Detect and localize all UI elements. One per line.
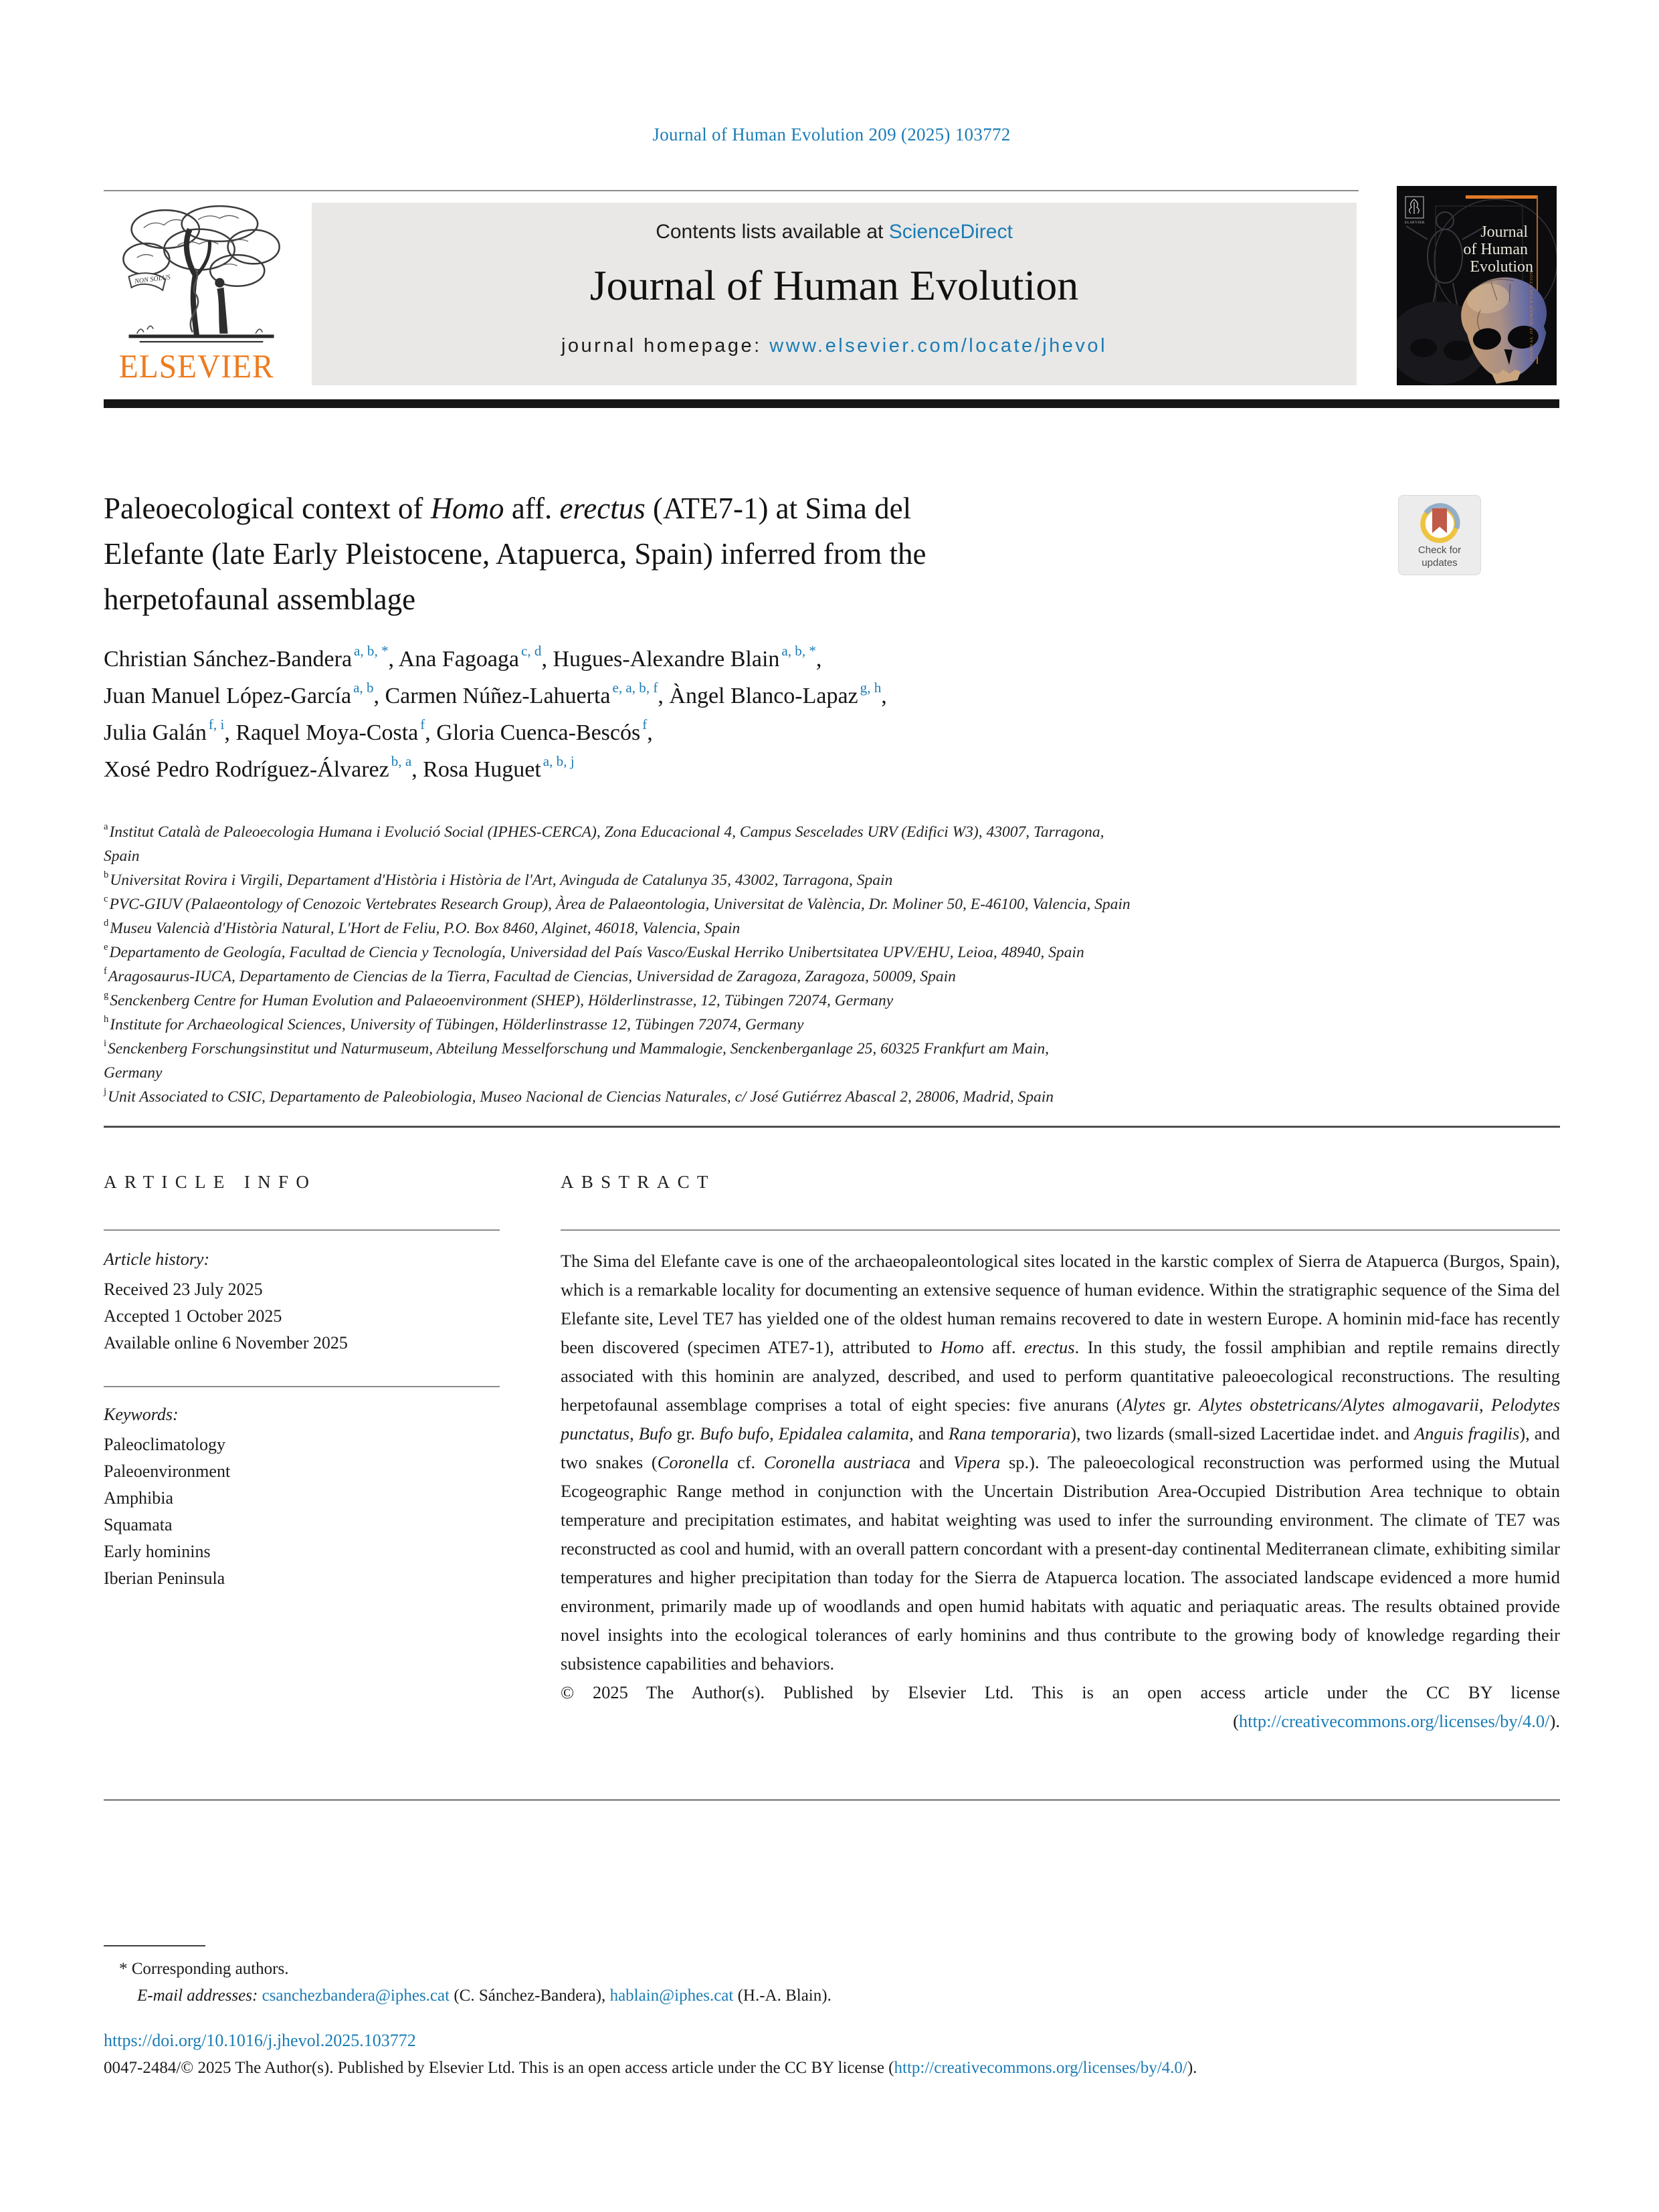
abstract-license-link[interactable]: (http://creativecommons.org/licenses/by/4.0/). bbox=[1233, 1711, 1560, 1731]
affiliation: $^c$PVC-GIUV (Palaeontology of Cenozoic Vertebrates Research Group), Àrea de Palaeontologia, Universitat de València, Dr. Moliner 50, E-46100, Valencia, Spain bbox=[104, 893, 1131, 913]
keyword: Paleoenvironment bbox=[104, 1462, 231, 1481]
keyword: Paleoclimatology bbox=[104, 1435, 225, 1454]
cover-elsevier-text: ELSEVIER bbox=[1405, 221, 1425, 225]
keyword: Iberian Peninsula bbox=[104, 1569, 225, 1588]
history-accepted: Accepted 1 October 2025 bbox=[104, 1306, 282, 1326]
keyword-list bbox=[104, 1431, 230, 1592]
affiliation: $^j$Unit Associated to CSIC, Departamento de Paleobiologia, Museo Nacional de Ciencias Naturales, c/ José Gutiérrez Abascal 2, 28006, Madrid, Spain bbox=[104, 1086, 1054, 1106]
homepage-line bbox=[312, 335, 1357, 357]
abstract-rule bbox=[561, 1229, 1560, 1231]
top-rule bbox=[104, 190, 1359, 191]
article-info-heading: ARTICLE INFO bbox=[104, 1172, 317, 1192]
email-addresses-line[interactable]: E-mail addresses: csanchezbandera@iphes.cat (C. Sánchez-Bandera), hablain@iphes.cat (H.-A. Blain). bbox=[137, 1987, 832, 2005]
cover-title-line1: Journal bbox=[1480, 223, 1528, 241]
elsevier-wordmark: ELSEVIER bbox=[118, 347, 274, 385]
footnote-rule bbox=[104, 1945, 205, 1946]
homepage-prefix: journal homepage: bbox=[561, 335, 770, 357]
abstract-heading: ABSTRACT bbox=[561, 1172, 716, 1192]
affiliation-continuation: Germany bbox=[104, 1064, 163, 1082]
cover-title-line2: of Human bbox=[1463, 241, 1528, 258]
info-rule bbox=[104, 1229, 500, 1231]
author-list bbox=[104, 641, 1415, 788]
article-history-label: Article history: bbox=[104, 1249, 210, 1269]
cover-title-line3: Evolution bbox=[1470, 258, 1533, 276]
affiliation: $^h$Institute for Archaeological Sciences, University of Tübingen, Hölderlinstrasse 12, Tübingen 72074, Germany bbox=[104, 1013, 804, 1033]
journal-citation: Journal of Human Evolution 209 (2025) 103772 bbox=[652, 124, 1011, 144]
section-rule bbox=[104, 1126, 1560, 1128]
contents-prefix: Contents lists available at bbox=[656, 221, 889, 243]
journal-title: Journal of Human Evolution bbox=[589, 262, 1079, 309]
affiliation-continuation: Spain bbox=[104, 847, 140, 865]
keywords-label: Keywords: bbox=[104, 1405, 179, 1424]
article-history bbox=[104, 1276, 348, 1356]
affiliation: $^g$Senckenberg Centre for Human Evolution and Palaeoenvironment (SHEP), Hölderlinstrasse, 12, Tübingen 72074, Germany bbox=[104, 989, 894, 1009]
abstract-copyright: © 2025 The Author(s). Published by Elsevier Ltd. This is an open access article under the CC BY license bbox=[561, 1682, 1560, 1702]
doi-link[interactable]: https://doi.org/10.1016/j.jhevol.2025.103772 bbox=[104, 2031, 416, 2050]
author-line: Juan Manuel López-García $^{a, b}$, Carmen Núñez-Lahuerta $^{e, a, b, f}$, Àngel Blanco-Lapaz $^{g, h}$, bbox=[104, 679, 887, 708]
info-rule bbox=[104, 1386, 500, 1387]
abstract-body bbox=[561, 1247, 1560, 1736]
affiliation: $^f$Aragosaurus-IUCA, Departamento de Ciencias de la Tierra, Facultad de Ciencias, Universidad de Zaragoza, Zaragoza, 50009, Spain bbox=[104, 965, 956, 985]
check-updates-icon bbox=[1399, 498, 1480, 546]
sciencedirect-link[interactable]: ScienceDirect bbox=[888, 221, 1013, 243]
affiliation: $^b$Universitat Rovira i Virgili, Departament d'Història i Història de l'Art, Avinguda de Catalunya 35, 43002, Tarragona, Spain bbox=[104, 869, 893, 889]
affiliation: $^a$Institut Català de Paleoecologia Humana i Evolució Social (IPHES-CERCA), Zona Educacional 4, Campus Sescelades URV (Edifici W3), 43007, Tarragona, bbox=[104, 821, 1104, 841]
homepage-link[interactable]: www.elsevier.com/locate/jhevol bbox=[769, 335, 1108, 357]
author-line: Xosé Pedro Rodríguez-Álvarez $^{b, a}$, Rosa Huguet $^{a, b, j}$ bbox=[104, 752, 575, 782]
keyword: Early hominins bbox=[104, 1542, 211, 1561]
affiliation-list bbox=[104, 820, 1562, 1109]
keyword: Amphibia bbox=[104, 1488, 173, 1508]
affiliation: $^i$Senckenberg Forschungsinstitut und Naturmuseum, Abteilung Messelforschung und Mammalogie, Senckenberganlage 25, 60325 Frankfurt am Main, bbox=[104, 1037, 1050, 1058]
check-updates-badge[interactable] bbox=[1398, 495, 1481, 575]
affiliation: $^e$Departamento de Geología, Facultad de Ciencia y Tecnología, Universidad del País Vasco/Euskal Herriko Unibertsitatea UPV/EHU, Leioa, 48940, Spain bbox=[104, 941, 1084, 961]
elsevier-logo bbox=[104, 201, 304, 387]
journal-cover-image bbox=[1397, 186, 1557, 385]
contents-line bbox=[312, 221, 1357, 243]
author-line: Christian Sánchez-Bandera $^{a, b, *}$, Ana Fagoaga $^{c, d}$, Hugues-Alexandre Blain $^{a, b, *}$, bbox=[104, 642, 822, 672]
cover-side-text: JOURNAL OF HUMAN EVOLUTION bbox=[1529, 270, 1534, 361]
header-divider-bar bbox=[104, 399, 1559, 408]
history-received: Received 23 July 2025 bbox=[104, 1280, 263, 1299]
elsevier-tree-icon bbox=[104, 201, 299, 344]
issn-license-line: 0047-2484/© 2025 The Author(s). Published by Elsevier Ltd. This is an open access article under the CC BY license (http://creativecommons.org/licenses/by/4.0/). bbox=[104, 2059, 1197, 2077]
article-title: Paleoecological context of Homo aff. erectus (ATE7-1) at Sima del Elefante (late Early Pleistocene, Atapuerca, Spain) inferred from the herpetofaunal assemblage bbox=[104, 492, 926, 616]
non-solus-text: NON SOLUS bbox=[134, 274, 171, 286]
affiliation: $^d$Museu Valencià d'Història Natural, L'Hort de Feliu, P.O. Box 8460, Alginet, 46018, Valencia, Spain bbox=[104, 917, 741, 937]
corresponding-authors-note: * Corresponding authors. bbox=[119, 1960, 289, 1978]
keyword: Squamata bbox=[104, 1515, 173, 1534]
check-updates-label: Check for updates bbox=[1418, 544, 1462, 569]
author-line: Julia Galán $^{f, i}$, Raquel Moya-Costa $^f$, Gloria Cuenca-Bescós $^f$, bbox=[104, 716, 653, 745]
journal-banner bbox=[312, 203, 1357, 385]
abstract-paragraph: The Sima del Elefante cave is one of the archaeopaleontological sites located in the karstic complex of Sierra de Atapuerca (Burgos, Spain), which is a remarkable locality for documenting an extensive sequence of human evidence. Within the stratigraphic sequence of the Sima del Elefante site, Level TE7 has yielded one of the oldest human remains recovered to date in western Europe. A hominin mid-face has recently been discovered (specimen ATE7-1), attributed to Homo aff. erectus. In this study, the fossil amphibian and reptile remains directly associated with this hominin are analyzed, described, and used to perform quantitative paleoecological reconstructions. The resulting herpetofaunal assemblage comprises a total of eight species: five anurans (Alytes gr. Alytes obstetricans/Alytes almogavarii, Pelodytes punctatus, Bufo gr. Bufo bufo, Epidalea calamita, and Rana temporaria), two lizards (small-sized Lacertidae indet. and Anguis fragilis), and two snakes (Coronella cf. Coronella austriaca and Vipera sp.). The paleoecological reconstruction was performed using the Mutual Ecogeographic Range method in conjunction with the Uncertain Distribution Area-Occupied Distribution Area technique to obtain temperature and precipitation estimates, and habitat weighting was used to infer the surrounding environment. The climate of TE7 was reconstructed as cool and humid, with an overall pattern concordant with a present-day continental Mediterranean climate, exhibiting similar temperatures and higher precipitation than today for the Sierra de Atapuerca location. The associated landscape evidenced a more humid environment, primarily made up of woodlands and open humid habitats with aquatic and periaquatic areas. The results obtained provide novel insights into the ecological tolerances of early hominins and thus contribute to the growing body of knowledge regarding their subsistence capabilities and behaviors. bbox=[561, 1251, 1561, 1674]
history-online: Available online 6 November 2025 bbox=[104, 1333, 348, 1352]
bottom-rule bbox=[104, 1799, 1560, 1801]
